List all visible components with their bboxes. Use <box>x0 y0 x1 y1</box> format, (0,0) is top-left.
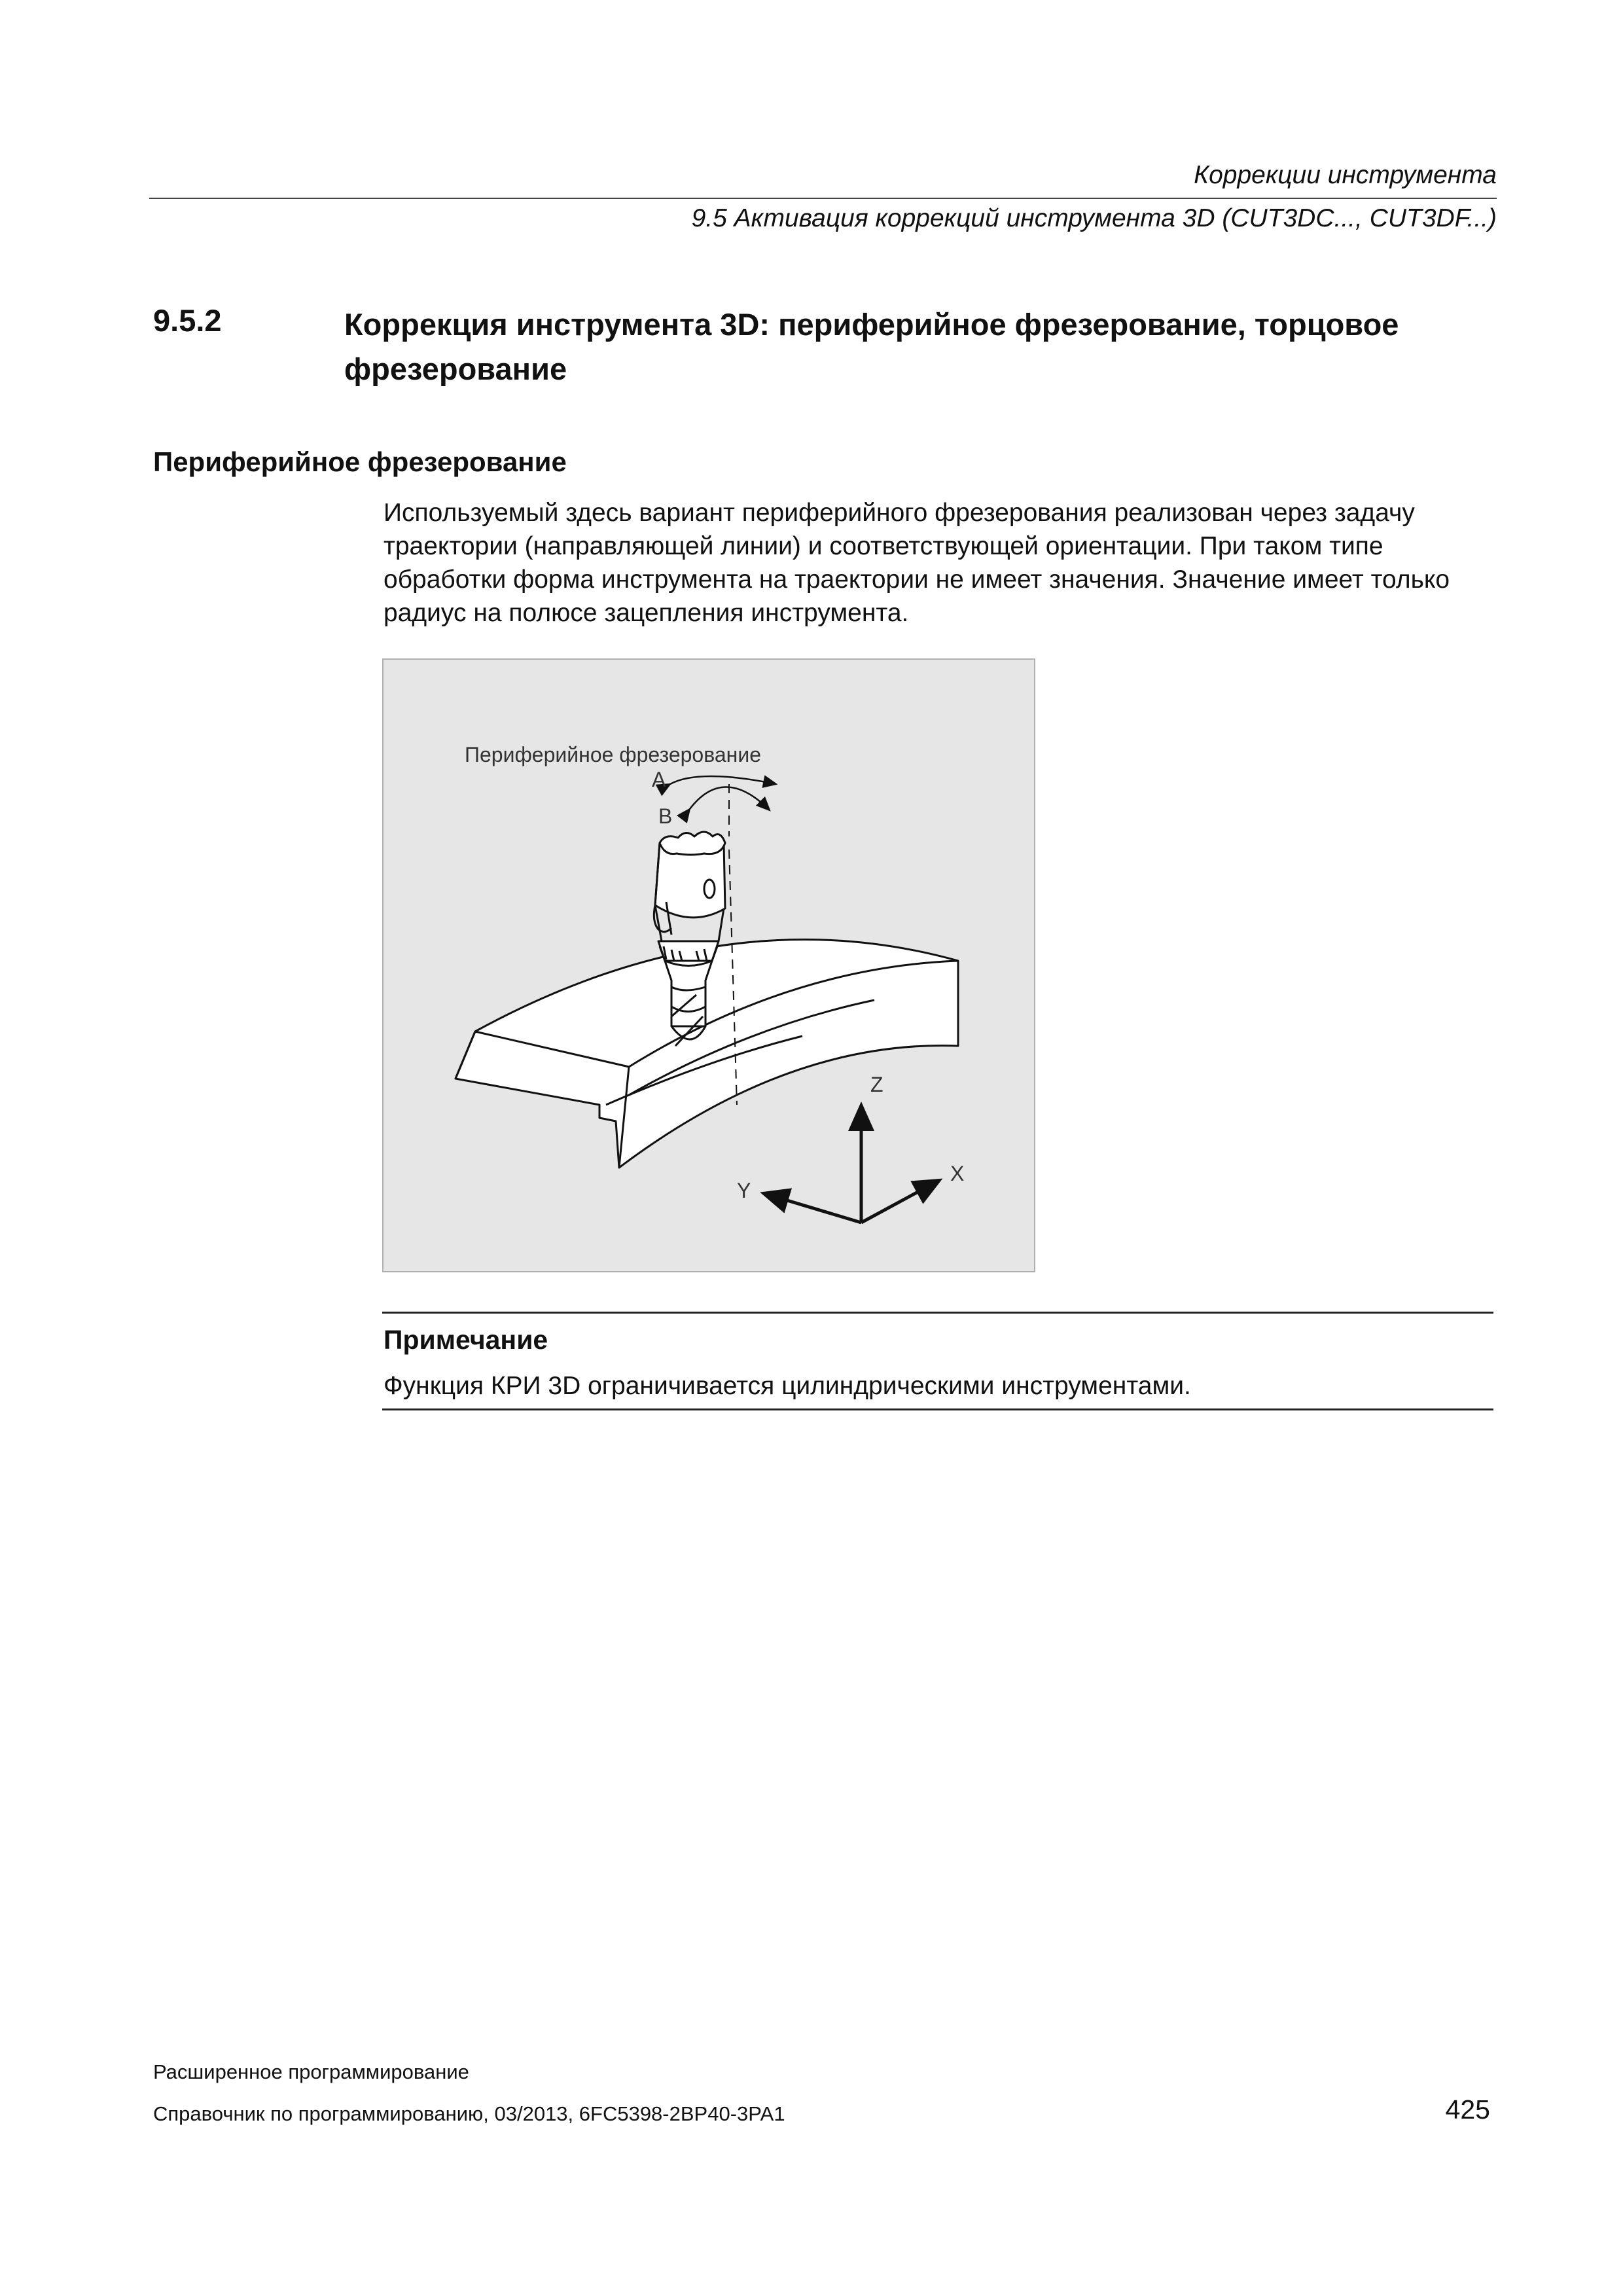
footer-book-title: Расширенное программирование <box>153 2060 469 2083</box>
rotation-arrows <box>670 776 776 810</box>
note-rule-top <box>382 1312 1493 1314</box>
section-title: Коррекция инструмента 3D: периферийное фрезерование, торцовое фрезерование <box>344 307 1399 386</box>
footer-book-ref: Справочник по программированию, 03/2013, 6FC5398-2BP40-3PA1 <box>153 2102 785 2125</box>
body-paragraph: Используемый здесь вариант периферийного фрезерования реализован через задачу траектории (направляющей линии) и соответствующей ориентации. При таком типе обработки форма инструмента на траектории не имеет значения. Значение имеет только радиус на полюсе зацепления инструмента. <box>383 499 1450 627</box>
note-title: Примечание <box>383 1325 548 1355</box>
coordinate-axes <box>763 1105 940 1223</box>
page-number: 425 <box>1445 2094 1490 2125</box>
note-rule-bottom <box>382 1408 1493 1410</box>
section-number: 9.5.2 <box>153 303 222 338</box>
subsection-heading: Периферийное фрезерование <box>153 446 567 477</box>
header-divider <box>149 198 1497 199</box>
running-header-section: 9.5 Активация коррекций инструмента 3D (CUT3DC..., CUT3DF...) <box>691 204 1497 232</box>
axis-label-z: Z <box>870 1073 883 1096</box>
note-text: Функция КРИ 3D ограничивается цилиндрическими инструментами. <box>383 1372 1191 1400</box>
running-header-chapter: Коррекции инструмента <box>1194 161 1497 189</box>
figure-label-b: B <box>658 804 673 828</box>
figure-label-peripheral: Периферийное фрезерование <box>465 743 761 766</box>
milling-illustration <box>383 660 1034 1271</box>
axis-label-x: X <box>950 1162 965 1185</box>
figure-label-a: A <box>652 768 666 791</box>
milling-figure <box>382 658 1035 1272</box>
axis-label-y: Y <box>737 1179 751 1202</box>
